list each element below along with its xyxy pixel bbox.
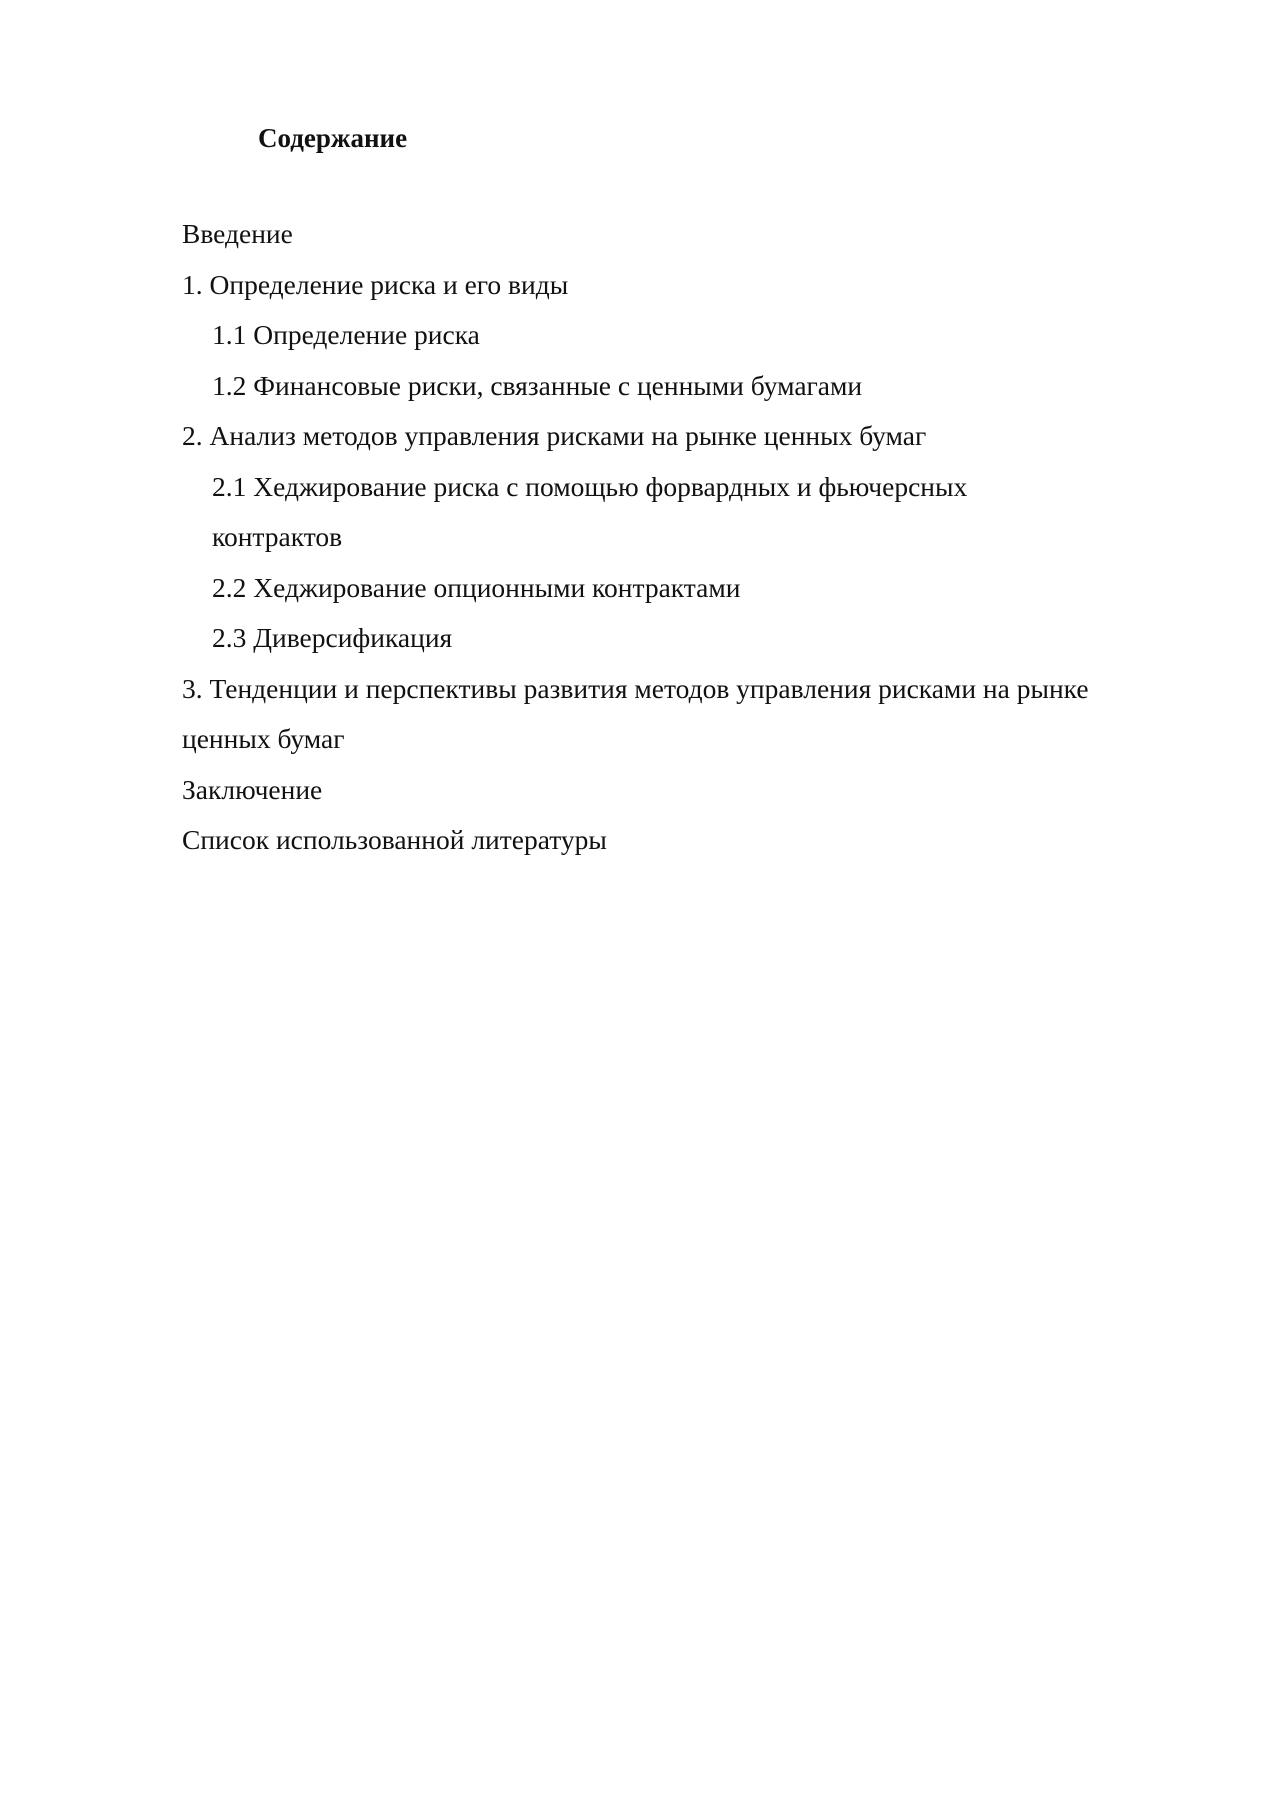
toc-item-section-3-continued: ценных бумаг — [182, 723, 345, 754]
toc-item-section-2-1: 2.1 Хеджирование риска с помощью форвардных и фьючерсных — [212, 470, 968, 502]
toc-item-section-2-1-continued: контрактов — [212, 521, 343, 552]
toc-item-conclusion: Заключение — [182, 773, 323, 805]
toc-item-section-1-1: 1.1 Определение риска — [212, 319, 480, 350]
toc-item-section-1: 1. Определение риска и его виды — [182, 268, 569, 300]
table-of-contents — [182, 209, 1182, 866]
toc-item-section-2-2: 2.2 Хеджирование опционными контрактами — [212, 571, 741, 603]
toc-item-introduction: Введение — [182, 218, 293, 249]
toc-item-section-2-3: 2.3 Диверсификация — [212, 622, 453, 653]
toc-item-section-2: 2. Анализ методов управления рисками на рынке ценных бумаг — [182, 420, 927, 451]
page-title: Содержание — [258, 123, 408, 153]
toc-item-references: Список использованной литературы — [182, 824, 607, 855]
toc-item-section-3: 3. Тенденции и перспективы развития методов управления рисками на рынке — [182, 672, 1089, 704]
toc-item-section-1-2: 1.2 Финансовые риски, связанные с ценными бумагами — [212, 369, 863, 401]
